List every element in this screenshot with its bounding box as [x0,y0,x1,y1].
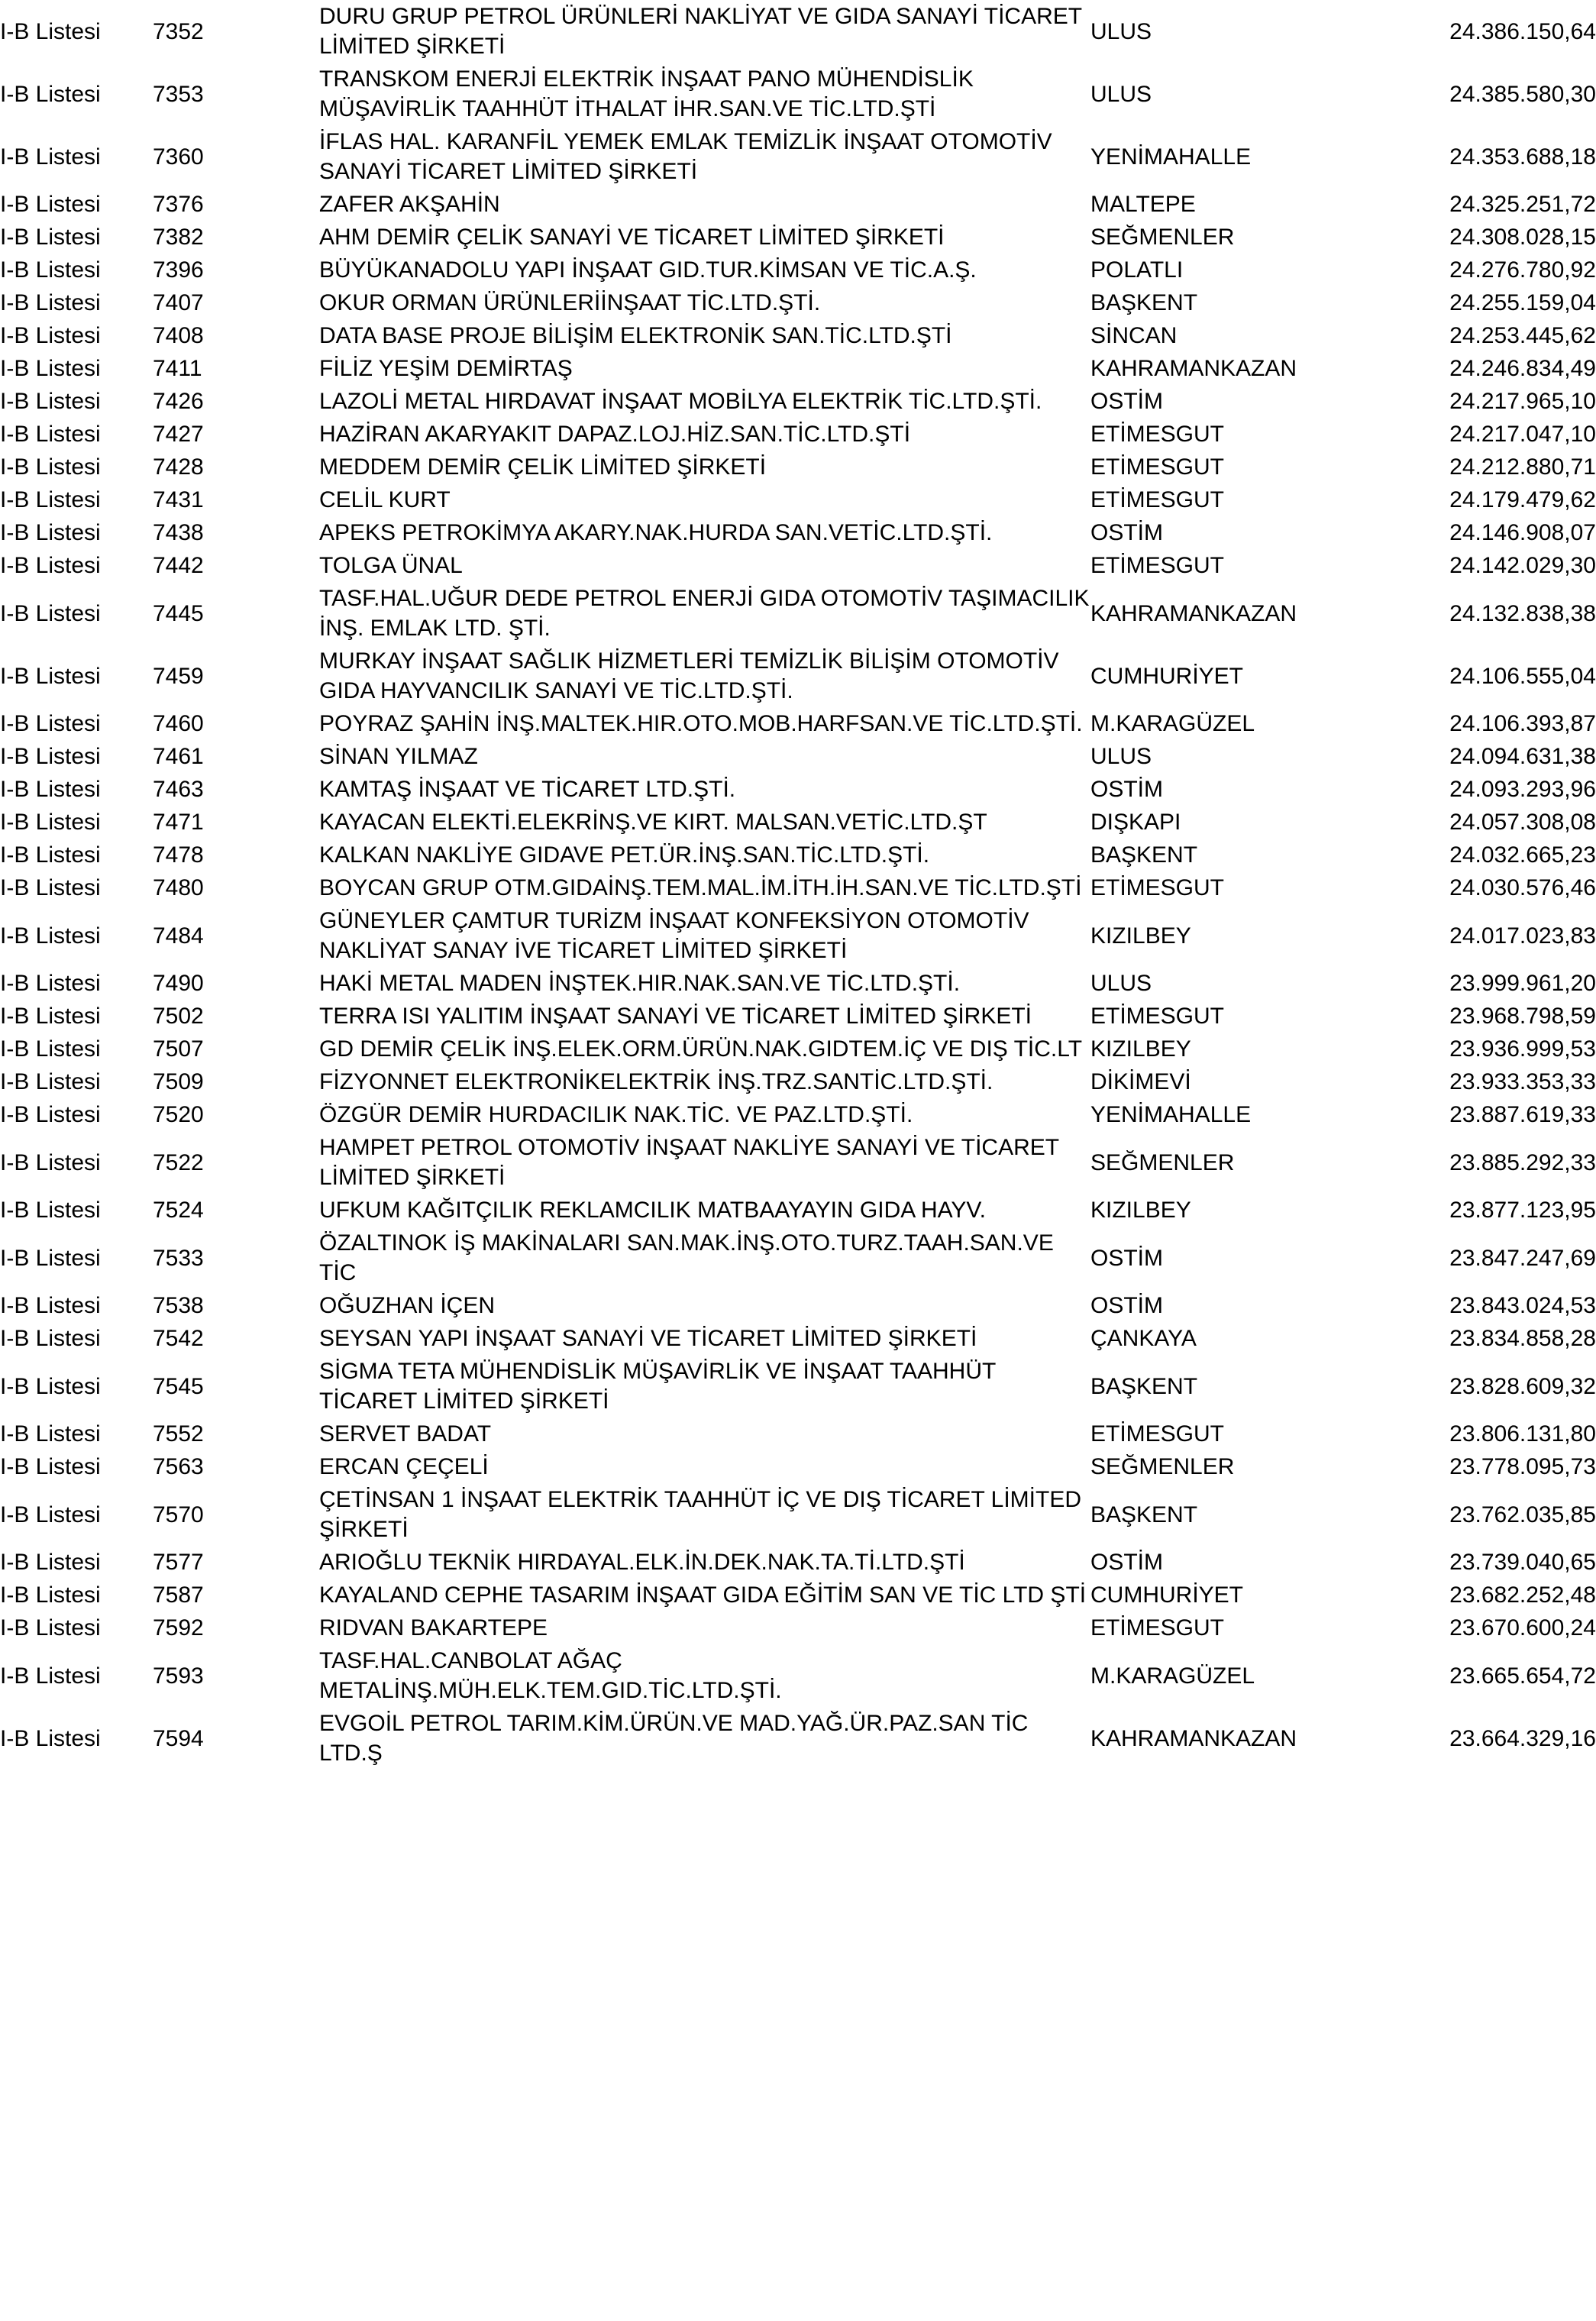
cell-sequence-number: 7594 [153,1725,204,1751]
cell-taxpayer-name: İFLAS HAL. KARANFİL YEMEK EMLAK TEMİZLİK İNŞAAT OTOMOTİV SANAYİ TİCARET LİMİTED ŞİRKETİ [319,129,1052,184]
cell-taxpayer-name: HAKİ METAL MADEN İNŞTEK.HIR.NAK.SAN.VE TİC.LTD.ŞTİ. [319,971,961,996]
cell-amount: 24.057.308,08 [1449,810,1596,835]
cell-list-label: I-B Listesi [0,1326,101,1351]
table-row [0,1355,1596,1417]
cell-taxpayer-name: GÜNEYLER ÇAMTUR TURİZM İNŞAAT KONFEKSİYON OTOMOTİV NAKLİYAT SANAY İVE TİCARET LİMİTED ŞİRKETİ [319,908,1029,963]
table-row [0,516,1596,549]
cell-sequence-number: 7484 [153,923,204,949]
cell-amount: 24.106.393,87 [1449,711,1596,736]
table-row [0,254,1596,286]
table-row [0,1194,1596,1227]
cell-list-label: I-B Listesi [0,1149,101,1175]
cell-tax-office: KIZILBEY [1090,923,1191,949]
table-row [0,582,1596,645]
cell-tax-office: BAŞKENT [1090,1502,1198,1527]
cell-sequence-number: 7542 [153,1326,204,1351]
cell-sequence-number: 7460 [153,711,204,736]
cell-tax-office: OSTİM [1090,777,1163,802]
cell-taxpayer-name: SİNAN YILMAZ [319,744,478,769]
cell-taxpayer-name: TASF.HAL.UĞUR DEDE PETROL ENERJİ GIDA OTOMOTİV TAŞIMACILIK İNŞ. EMLAK LTD. ŞTİ. [319,586,1090,641]
cell-tax-office: BAŞKENT [1090,290,1198,315]
cell-amount: 24.353.688,18 [1449,144,1596,170]
cell-list-label: I-B Listesi [0,356,101,381]
cell-tax-office: ETİMESGUT [1090,875,1225,900]
cell-amount: 23.828.609,32 [1449,1373,1596,1399]
cell-amount: 23.887.619,33 [1449,1102,1596,1127]
cell-sequence-number: 7438 [153,520,204,545]
cell-sequence-number: 7552 [153,1421,204,1447]
cell-taxpayer-name: APEKS PETROKİMYA AKARY.NAK.HURDA SAN.VETİC.LTD.ŞTİ. [319,520,993,545]
cell-list-label: I-B Listesi [0,1293,101,1318]
cell-amount: 24.217.965,10 [1449,389,1596,414]
cell-sequence-number: 7407 [153,290,204,315]
table-row [0,1483,1596,1546]
table-row [0,645,1596,707]
table-row [0,1065,1596,1098]
table-row [0,549,1596,582]
cell-tax-office: ETİMESGUT [1090,422,1225,447]
table-row [0,1131,1596,1194]
cell-list-label: I-B Listesi [0,663,101,689]
cell-taxpayer-name: ÖZALTINOK İŞ MAKİNALARI SAN.MAK.İNŞ.OTO.TURZ.TAAH.SAN.VE TİC [319,1230,1054,1285]
cell-tax-office: CUMHURİYET [1090,663,1243,689]
cell-taxpayer-name: TRANSKOM ENERJİ ELEKTRİK İNŞAAT PANO MÜHENDİSLİK MÜŞAVİRLİK TAAHHÜT İTHALAT İHR.SAN.VE TİC.LTD.ŞTİ [319,66,974,121]
table-row [0,707,1596,740]
cell-amount: 24.017.023,83 [1449,923,1596,949]
cell-sequence-number: 7520 [153,1102,204,1127]
cell-tax-office: KIZILBEY [1090,1036,1191,1062]
cell-list-label: I-B Listesi [0,1198,101,1223]
cell-list-label: I-B Listesi [0,454,101,480]
cell-taxpayer-name: GD DEMİR ÇELİK İNŞ.ELEK.ORM.ÜRÜN.NAK.GIDTEM.İÇ VE DIŞ TİC.LT [319,1036,1083,1062]
cell-amount: 24.246.834,49 [1449,356,1596,381]
cell-sequence-number: 7431 [153,487,204,512]
cell-tax-office: OSTİM [1090,389,1163,414]
cell-tax-office: ULUS [1090,81,1152,107]
cell-sequence-number: 7522 [153,1149,204,1175]
cell-list-label: I-B Listesi [0,81,101,107]
cell-amount: 23.670.600,24 [1449,1615,1596,1641]
cell-taxpayer-name: KAYALAND CEPHE TASARIM İNŞAAT GIDA EĞİTİM SAN VE TİC LTD ŞTİ [319,1582,1087,1608]
table-row [0,385,1596,418]
cell-amount: 23.847.247,69 [1449,1245,1596,1271]
cell-taxpayer-name: ERCAN ÇEÇELİ [319,1454,489,1479]
cell-amount: 23.762.035,85 [1449,1502,1596,1527]
cell-taxpayer-name: KAMTAŞ İNŞAAT VE TİCARET LTD.ŞTİ. [319,777,736,802]
cell-tax-office: YENİMAHALLE [1090,144,1252,170]
cell-tax-office: ETİMESGUT [1090,454,1225,480]
cell-taxpayer-name: ZAFER AKŞAHİN [319,192,500,217]
cell-list-label: I-B Listesi [0,1582,101,1608]
cell-amount: 24.179.479,62 [1449,487,1596,512]
cell-amount: 24.094.631,38 [1449,744,1596,769]
cell-taxpayer-name: MURKAY İNŞAAT SAĞLIK HİZMETLERİ TEMİZLİK BİLİŞİM OTOMOTİV GIDA HAYVANCILIK SANAYİ VE TİC.LTD.ŞTİ. [319,648,1059,703]
cell-list-label: I-B Listesi [0,257,101,283]
cell-tax-office: BAŞKENT [1090,842,1198,868]
cell-tax-office: ETİMESGUT [1090,487,1225,512]
cell-tax-office: SEĞMENLER [1090,1149,1235,1175]
table-row [0,871,1596,904]
cell-tax-office: KIZILBEY [1090,1198,1191,1223]
table-row [0,1417,1596,1450]
cell-taxpayer-name: RIDVAN BAKARTEPE [319,1615,548,1641]
cell-taxpayer-name: DURU GRUP PETROL ÜRÜNLERİ NAKLİYAT VE GIDA SANAYİ TİCARET LİMİTED ŞİRKETİ [319,4,1082,59]
cell-list-label: I-B Listesi [0,923,101,949]
cell-sequence-number: 7587 [153,1582,204,1608]
cell-taxpayer-name: FİZYONNET ELEKTRONİKELEKTRİK İNŞ.TRZ.SANTİC.LTD.ŞTİ. [319,1069,993,1094]
cell-list-label: I-B Listesi [0,1615,101,1641]
cell-list-label: I-B Listesi [0,520,101,545]
cell-list-label: I-B Listesi [0,1245,101,1271]
table-row [0,1322,1596,1355]
cell-amount: 23.806.131,80 [1449,1421,1596,1447]
cell-list-label: I-B Listesi [0,777,101,802]
cell-list-label: I-B Listesi [0,600,101,626]
cell-sequence-number: 7524 [153,1198,204,1223]
cell-taxpayer-name: DATA BASE PROJE BİLİŞİM ELEKTRONİK SAN.TİC.LTD.ŞTİ [319,323,952,348]
cell-tax-office: KAHRAMANKAZAN [1090,356,1297,381]
cell-amount: 24.308.028,15 [1449,225,1596,250]
cell-amount: 24.030.576,46 [1449,875,1596,900]
cell-sequence-number: 7463 [153,777,204,802]
cell-amount: 23.877.123,95 [1449,1198,1596,1223]
table-row [0,967,1596,1000]
cell-sequence-number: 7360 [153,144,204,170]
table-row [0,418,1596,451]
cell-taxpayer-name: ÇETİNSAN 1 İNŞAAT ELEKTRİK TAAHHÜT İÇ VE DIŞ TİCARET LİMİTED ŞİRKETİ [319,1487,1081,1542]
cell-list-label: I-B Listesi [0,553,101,578]
cell-amount: 23.936.999,53 [1449,1036,1596,1062]
cell-tax-office: ULUS [1090,744,1152,769]
cell-sequence-number: 7352 [153,18,204,44]
table-row [0,286,1596,319]
cell-sequence-number: 7593 [153,1663,204,1689]
cell-list-label: I-B Listesi [0,1102,101,1127]
cell-sequence-number: 7533 [153,1245,204,1271]
table-row [0,483,1596,516]
table-row [0,1707,1596,1770]
table-row [0,1289,1596,1322]
cell-amount: 23.933.353,33 [1449,1069,1596,1094]
cell-taxpayer-name: BOYCAN GRUP OTM.GIDAİNŞ.TEM.MAL.İM.İTH.İH.SAN.VE TİC.LTD.ŞTİ [319,875,1082,900]
cell-sequence-number: 7427 [153,422,204,447]
cell-sequence-number: 7445 [153,600,204,626]
cell-amount: 24.217.047,10 [1449,422,1596,447]
cell-taxpayer-name: OKUR ORMAN ÜRÜNLERİİNŞAAT TİC.LTD.ŞTİ. [319,290,821,315]
cell-amount: 23.885.292,33 [1449,1149,1596,1175]
cell-taxpayer-name: HAZİRAN AKARYAKIT DAPAZ.LOJ.HİZ.SAN.TİC.LTD.ŞTİ [319,422,911,447]
cell-sequence-number: 7426 [153,389,204,414]
cell-sequence-number: 7411 [153,356,202,381]
cell-amount: 24.255.159,04 [1449,290,1596,315]
cell-taxpayer-name: ARIOĞLU TEKNİK HIRDAYAL.ELK.İN.DEK.NAK.TA.Tİ.LTD.ŞTİ [319,1550,965,1575]
cell-sequence-number: 7509 [153,1069,204,1094]
cell-sequence-number: 7577 [153,1550,204,1575]
cell-taxpayer-name: EVGOİL PETROL TARIM.KİM.ÜRÜN.VE MAD.YAĞ.ÜR.PAZ.SAN TİC LTD.Ş [319,1711,1029,1766]
table-row [0,352,1596,385]
cell-sequence-number: 7382 [153,225,204,250]
table-row [0,319,1596,352]
cell-tax-office: YENİMAHALLE [1090,1102,1252,1127]
cell-list-label: I-B Listesi [0,323,101,348]
table-row [0,1033,1596,1065]
cell-taxpayer-name: UFKUM KAĞITÇILIK REKLAMCILIK MATBAAYAYIN GIDA HAYV. [319,1198,986,1223]
cell-amount: 23.843.024,53 [1449,1293,1596,1318]
cell-amount: 24.142.029,30 [1449,553,1596,578]
cell-list-label: I-B Listesi [0,192,101,217]
cell-tax-office: DIŞKAPI [1090,810,1181,835]
cell-sequence-number: 7570 [153,1502,204,1527]
cell-sequence-number: 7353 [153,81,204,107]
cell-taxpayer-name: KAYACAN ELEKTİ.ELEKRİNŞ.VE KIRT. MALSAN.VETİC.LTD.ŞT [319,810,987,835]
cell-tax-office: OSTİM [1090,1550,1163,1575]
cell-taxpayer-name: SİGMA TETA MÜHENDİSLİK MÜŞAVİRLİK VE İNŞAAT TAAHHÜT TİCARET LİMİTED ŞİRKETİ [319,1359,996,1414]
cell-amount: 24.325.251,72 [1449,192,1596,217]
cell-amount: 23.664.329,16 [1449,1725,1596,1751]
cell-taxpayer-name: SERVET BADAT [319,1421,492,1447]
cell-list-label: I-B Listesi [0,389,101,414]
cell-list-label: I-B Listesi [0,1502,101,1527]
cell-list-label: I-B Listesi [0,422,101,447]
cell-tax-office: KAHRAMANKAZAN [1090,600,1297,626]
cell-taxpayer-name: ÖZGÜR DEMİR HURDACILIK NAK.TİC. VE PAZ.LTD.ŞTİ. [319,1102,913,1127]
cell-list-label: I-B Listesi [0,810,101,835]
cell-taxpayer-name: TOLGA ÜNAL [319,553,463,578]
cell-sequence-number: 7396 [153,257,204,283]
cell-sequence-number: 7428 [153,454,204,480]
cell-list-label: I-B Listesi [0,1069,101,1094]
cell-sequence-number: 7459 [153,663,204,689]
cell-sequence-number: 7502 [153,1004,204,1029]
cell-list-label: I-B Listesi [0,144,101,170]
cell-list-label: I-B Listesi [0,1550,101,1575]
cell-list-label: I-B Listesi [0,842,101,868]
cell-amount: 24.386.150,64 [1449,18,1596,44]
table-row [0,806,1596,839]
cell-list-label: I-B Listesi [0,487,101,512]
cell-list-label: I-B Listesi [0,1004,101,1029]
cell-list-label: I-B Listesi [0,1725,101,1751]
cell-tax-office: POLATLI [1090,257,1184,283]
cell-taxpayer-name: BÜYÜKANADOLU YAPI İNŞAAT GID.TUR.KİMSAN VE TİC.A.Ş. [319,257,977,283]
cell-amount: 23.778.095,73 [1449,1454,1596,1479]
table-row [0,773,1596,806]
cell-tax-office: DİKİMEVİ [1090,1069,1191,1094]
cell-tax-office: SEĞMENLER [1090,225,1235,250]
cell-tax-office: ETİMESGUT [1090,1421,1225,1447]
table-row [0,1227,1596,1289]
cell-amount: 23.739.040,65 [1449,1550,1596,1575]
cell-list-label: I-B Listesi [0,1454,101,1479]
cell-tax-office: BAŞKENT [1090,1373,1198,1399]
cell-taxpayer-name: POYRAZ ŞAHİN İNŞ.MALTEK.HIR.OTO.MOB.HARFSAN.VE TİC.LTD.ŞTİ. [319,711,1083,736]
table-row [0,740,1596,773]
cell-tax-office: CUMHURİYET [1090,1582,1243,1608]
table-row [0,221,1596,254]
cell-tax-office: OSTİM [1090,1293,1163,1318]
cell-list-label: I-B Listesi [0,971,101,996]
cell-list-label: I-B Listesi [0,1373,101,1399]
cell-taxpayer-name: LAZOLİ METAL HIRDAVAT İNŞAAT MOBİLYA ELEKTRİK TİC.LTD.ŞTİ. [319,389,1042,414]
cell-amount: 24.146.908,07 [1449,520,1596,545]
table-row [0,904,1596,967]
cell-amount: 24.212.880,71 [1449,454,1596,480]
table-row [0,1611,1596,1644]
cell-tax-office: SEĞMENLER [1090,1454,1235,1479]
cell-sequence-number: 7478 [153,842,204,868]
table-row [0,839,1596,871]
cell-amount: 24.106.555,04 [1449,663,1596,689]
cell-sequence-number: 7480 [153,875,204,900]
cell-taxpayer-name: TERRA ISI YALITIM İNŞAAT SANAYİ VE TİCARET LİMİTED ŞİRKETİ [319,1004,1032,1029]
table-row [0,0,1596,63]
cell-list-label: I-B Listesi [0,1663,101,1689]
cell-list-label: I-B Listesi [0,290,101,315]
cell-amount: 24.253.445,62 [1449,323,1596,348]
cell-tax-office: M.KARAGÜZEL [1090,1663,1255,1689]
table-row [0,63,1596,125]
cell-tax-office: KAHRAMANKAZAN [1090,1725,1297,1751]
cell-tax-office: ULUS [1090,971,1152,996]
table-row [0,188,1596,221]
cell-amount: 23.968.798,59 [1449,1004,1596,1029]
cell-amount: 24.132.838,38 [1449,600,1596,626]
cell-amount: 23.665.654,72 [1449,1663,1596,1689]
cell-amount: 24.032.665,23 [1449,842,1596,868]
cell-sequence-number: 7507 [153,1036,204,1062]
cell-list-label: I-B Listesi [0,744,101,769]
cell-list-label: I-B Listesi [0,711,101,736]
cell-sequence-number: 7461 [153,744,204,769]
cell-taxpayer-name: SEYSAN YAPI İNŞAAT SANAYİ VE TİCARET LİMİTED ŞİRKETİ [319,1326,977,1351]
cell-sequence-number: 7592 [153,1615,204,1641]
cell-tax-office: ETİMESGUT [1090,553,1225,578]
cell-amount: 23.834.858,28 [1449,1326,1596,1351]
cell-tax-office: OSTİM [1090,520,1163,545]
cell-sequence-number: 7471 [153,810,204,835]
cell-tax-office: ULUS [1090,18,1152,44]
table-row [0,1644,1596,1707]
cell-sequence-number: 7545 [153,1373,204,1399]
cell-sequence-number: 7563 [153,1454,204,1479]
table-row [0,1000,1596,1033]
cell-sequence-number: 7442 [153,553,204,578]
cell-list-label: I-B Listesi [0,1421,101,1447]
cell-sequence-number: 7376 [153,192,204,217]
cell-taxpayer-name: CELİL KURT [319,487,451,512]
cell-taxpayer-name: HAMPET PETROL OTOMOTİV İNŞAAT NAKLİYE SANAYİ VE TİCARET LİMİTED ŞİRKETİ [319,1135,1059,1190]
table-row [0,1450,1596,1483]
cell-amount: 23.682.252,48 [1449,1582,1596,1608]
cell-taxpayer-name: OĞUZHAN İÇEN [319,1293,496,1318]
cell-list-label: I-B Listesi [0,1036,101,1062]
cell-amount: 24.385.580,30 [1449,81,1596,107]
cell-tax-office: SİNCAN [1090,323,1178,348]
cell-taxpayer-name: FİLİZ YEŞİM DEMİRTAŞ [319,356,573,381]
cell-sequence-number: 7408 [153,323,204,348]
cell-sequence-number: 7538 [153,1293,204,1318]
cell-tax-office: ÇANKAYA [1090,1326,1197,1351]
cell-tax-office: ETİMESGUT [1090,1615,1225,1641]
cell-sequence-number: 7490 [153,971,204,996]
table-row [0,125,1596,188]
cell-tax-office: OSTİM [1090,1245,1163,1271]
table-row [0,1098,1596,1131]
cell-taxpayer-name: KALKAN NAKLİYE GIDAVE PET.ÜR.İNŞ.SAN.TİC.LTD.ŞTİ. [319,842,930,868]
cell-taxpayer-name: MEDDEM DEMİR ÇELİK LİMİTED ŞİRKETİ [319,454,767,480]
cell-amount: 23.999.961,20 [1449,971,1596,996]
table-row [0,1546,1596,1579]
cell-list-label: I-B Listesi [0,875,101,900]
cell-list-label: I-B Listesi [0,18,101,44]
cell-tax-office: MALTEPE [1090,192,1196,217]
table-row [0,451,1596,483]
cell-amount: 24.093.293,96 [1449,777,1596,802]
cell-tax-office: ETİMESGUT [1090,1004,1225,1029]
cell-taxpayer-name: TASF.HAL.CANBOLAT AĞAÇ METALİNŞ.MÜH.ELK.TEM.GID.TİC.LTD.ŞTİ. [319,1648,782,1703]
cell-amount: 24.276.780,92 [1449,257,1596,283]
cell-tax-office: M.KARAGÜZEL [1090,711,1255,736]
table-row [0,1579,1596,1611]
cell-list-label: I-B Listesi [0,225,101,250]
cell-taxpayer-name: AHM DEMİR ÇELİK SANAYİ VE TİCARET LİMİTED ŞİRKETİ [319,225,945,250]
